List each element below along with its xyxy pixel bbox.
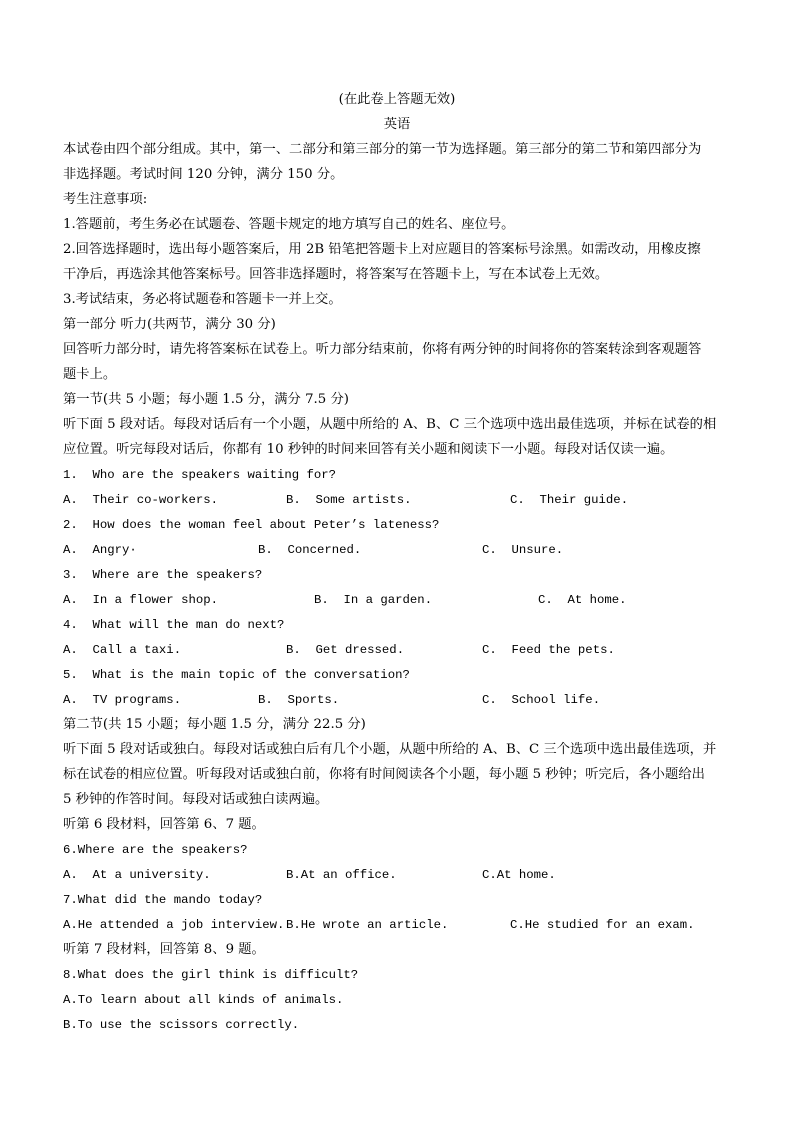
q6-option-a: A. At a university.: [63, 868, 211, 882]
notice-item-1: 1.答题前，考生务必在试题卷、答题卡规定的地方填写自己的姓名、座位号。: [63, 217, 515, 232]
q2-option-c: C. Unsure.: [482, 543, 564, 557]
part1-instruction-1: 回答听力部分时，请先将答案标在试卷上。听力部分结束前，你将有两分钟的时间将你的答案转涂到客观题答: [63, 342, 702, 357]
section1-instruction-2: 应位置。听完每段对话后，你都有 10 秒钟的时间来回答有关小题和阅读下一小题。每段对话仅读一遍。: [63, 442, 674, 457]
intro-line-2: 非选择题。考试时间 120 分钟，满分 150 分。: [63, 167, 344, 182]
section1-instruction-1: 听下面 5 段对话。每段对话后有一个小题，从题中所给的 A、B、C 三个选项中选出最佳选项，并标在试卷的相: [63, 417, 717, 432]
q6-option-c: C.At home.: [482, 868, 556, 882]
q2-option-a: A. Angry·: [63, 543, 137, 557]
part1-title: 第一部分 听力(共两节，满分 30 分): [63, 317, 276, 332]
question-2: 2. How does the woman feel about Peter’s lateness?: [63, 518, 440, 532]
notice-item-2b: 干净后，再选涂其他答案标号。回答非选择题时，将答案写在答题卡上，写在本试卷上无效。: [63, 267, 609, 282]
q2-option-b: B. Concerned.: [258, 543, 362, 557]
section2-instruction-3: 5 秒钟的作答时间。每段对话或独白读两遍。: [63, 792, 329, 807]
notice-title: 考生注意事项:: [63, 192, 148, 207]
q7-option-a: A.He attended a job interview.: [63, 918, 285, 932]
q1-option-a: A. Their co-workers.: [63, 493, 218, 507]
part1-instruction-2: 题卡上。: [63, 367, 117, 382]
q7-option-b: B.He wrote an article.: [286, 918, 449, 932]
q4-option-a: A. Call a taxi.: [63, 643, 182, 657]
question-1: 1. Who are the speakers waiting for?: [63, 468, 337, 482]
q7-option-c: C.He studied for an exam.: [510, 918, 695, 932]
question-6: 6.Where are the speakers?: [63, 843, 248, 857]
q3-option-a: A. In a flower shop.: [63, 593, 218, 607]
material-7-heading: 听第 7 段材料，回答第 8、9 题。: [63, 942, 265, 957]
q1-option-c: C. Their guide.: [510, 493, 629, 507]
notice-item-3: 3.考试结束，务必将试题卷和答题卡一并上交。: [63, 292, 342, 307]
q5-option-b: B. Sports.: [258, 693, 340, 707]
q6-option-b: B.At an office.: [286, 868, 397, 882]
q4-option-c: C. Feed the pets.: [482, 643, 615, 657]
section1-title: 第一节(共 5 小题；每小题 1.5 分，满分 7.5 分): [63, 392, 349, 407]
question-3: 3. Where are the speakers?: [63, 568, 263, 582]
q1-option-b: B. Some artists.: [286, 493, 412, 507]
question-7: 7.What did the mando today?: [63, 893, 263, 907]
section2-instruction-2: 标在试卷的相应位置。听每段对话或独白前，你将有时间阅读各个小题，每小题 5 秒钟；听完后，各小题给出: [63, 767, 705, 782]
intro-line-1: 本试卷由四个部分组成。其中，第一、二部分和第三部分的第一节为选择题。第三部分的第二节和第四部分为: [63, 142, 702, 157]
q5-option-a: A. TV programs.: [63, 693, 182, 707]
subject-title: 英语: [383, 117, 411, 132]
notice-item-2a: 2.回答选择题时，选出每小题答案后，用 2B 铅笔把答题卡上对应题目的答案标号涂黑。如需改动，用橡皮擦: [63, 242, 701, 257]
q5-option-c: C. School life.: [482, 693, 601, 707]
q3-option-b: B. In a garden.: [314, 593, 433, 607]
q8-option-b: B.To use the scissors correctly.: [63, 1018, 300, 1032]
q4-option-b: B. Get dressed.: [286, 643, 405, 657]
question-8: 8.What does the girl think is difficult?: [63, 968, 359, 982]
q8-option-a: A.To learn about all kinds of animals.: [63, 993, 344, 1007]
question-5: 5. What is the main topic of the conversation?: [63, 668, 410, 682]
section2-title: 第二节(共 15 小题；每小题 1.5 分，满分 22.5 分): [63, 717, 366, 732]
question-4: 4. What will the man do next?: [63, 618, 285, 632]
invalid-answer-note: (在此卷上答题无效): [338, 92, 456, 107]
q3-option-c: C. At home.: [538, 593, 627, 607]
material-6-heading: 听第 6 段材料，回答第 6、7 题。: [63, 817, 265, 832]
section2-instruction-1: 听下面 5 段对话或独白。每段对话或独白后有几个小题，从题中所给的 A、B、C 三个选项中选出最佳选项，并: [63, 742, 717, 757]
